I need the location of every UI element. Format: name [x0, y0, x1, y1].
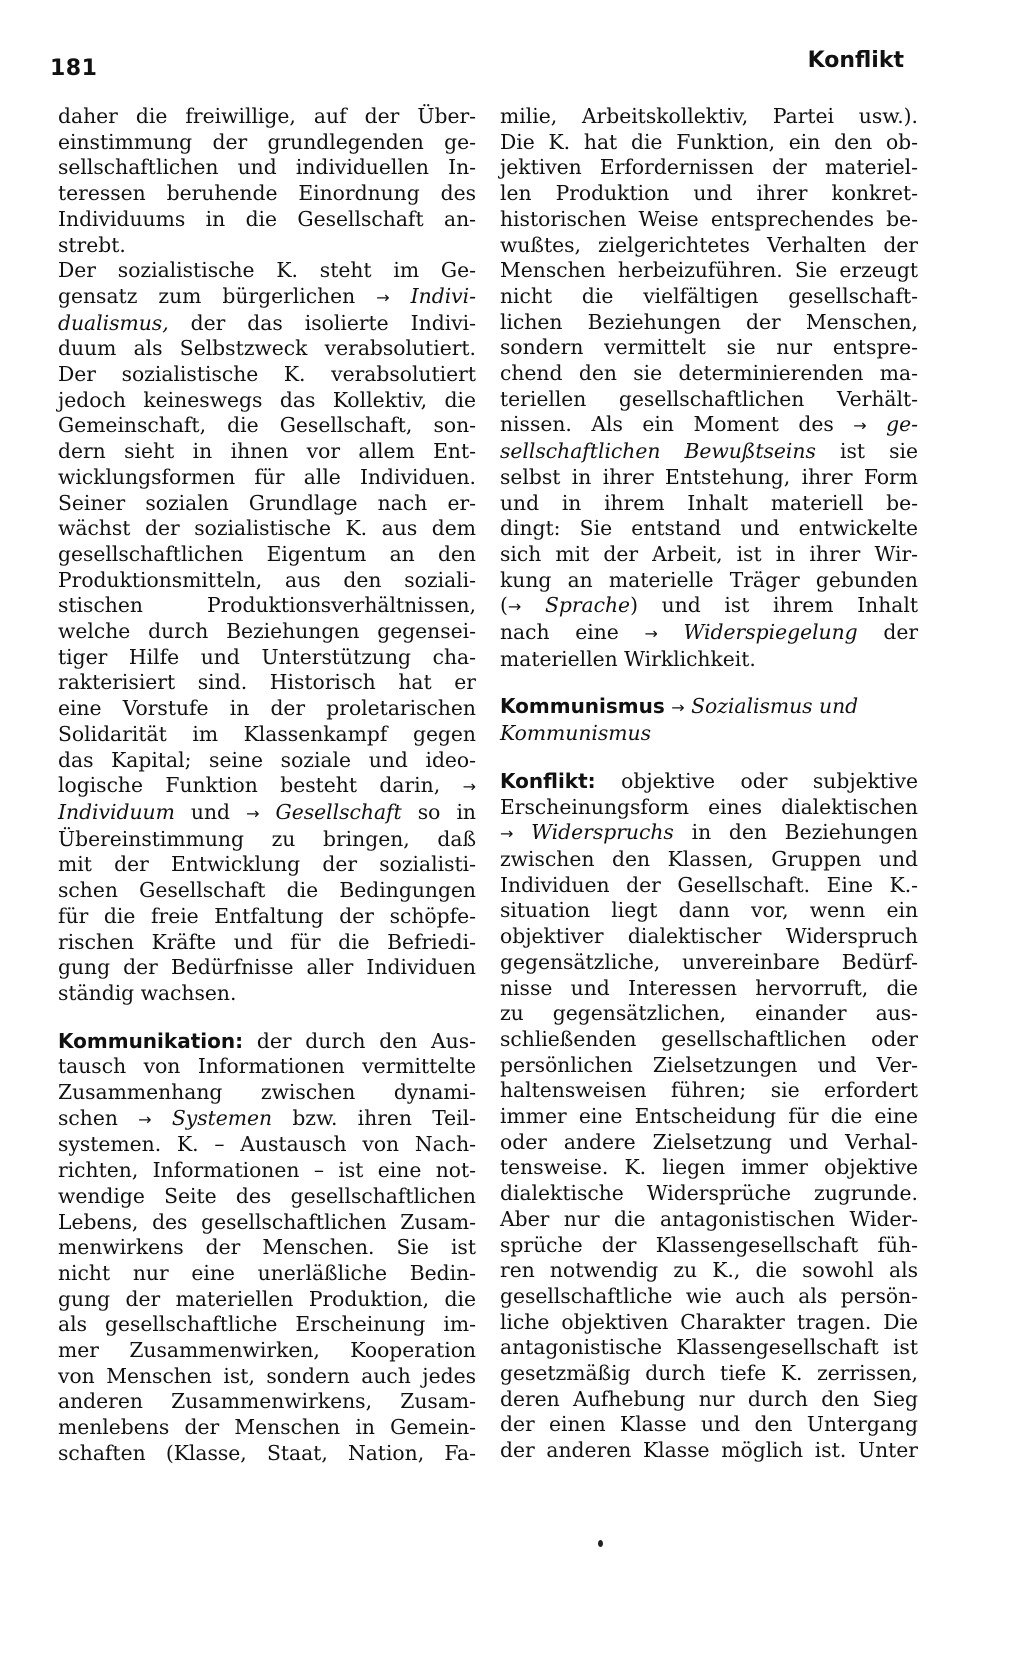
text-line: welche durch Beziehungen gegensei- — [58, 619, 476, 644]
text-line: selbst in ihrer Entstehung, ihrer Form — [500, 464, 918, 489]
text-line: als gesellschaftliche Erscheinung im- — [58, 1312, 476, 1337]
text-span: gensatz zum bürgerlichen — [58, 283, 356, 308]
text-span: ist sie — [839, 439, 918, 464]
cross-reference: Systemen — [171, 1105, 273, 1130]
text-span: der durch den Aus- — [256, 1028, 476, 1053]
text-line — [58, 800, 476, 827]
text-line: Solidarität im Klassenkampf gegen — [58, 721, 476, 746]
cross-reference: dualismus, — [58, 310, 169, 335]
text-span: nach eine — [500, 620, 619, 645]
cross-reference: Kommunismus — [500, 721, 652, 746]
cross-reference: Sprache — [544, 593, 631, 618]
entry-konflikt — [500, 769, 918, 1464]
text-line: gesetzmäßig durch tiefe K. zerrissen, — [500, 1361, 918, 1386]
paragraph-kommunikation-cont — [500, 104, 918, 672]
text-span: der das isolierte Indivi- — [190, 310, 476, 335]
entry-kommunikation — [58, 1029, 476, 1467]
text-line: chend den sie determinierenden ma- — [500, 361, 918, 386]
text-line: milie, Arbeitskollektiv, Partei usw.). — [500, 104, 918, 128]
text-line: Seiner sozialen Grundlage nach er- — [58, 490, 476, 515]
text-line: liche objektiven Charakter tragen. Die — [500, 1309, 918, 1334]
text-span: und — [190, 799, 230, 824]
text-line: nisse und Interessen hervorruft, die — [500, 975, 918, 1000]
text-line: daher die freiwillige, auf der Über- — [58, 104, 476, 128]
text-line: (→ Sprache) und ist ihrem Inhalt — [500, 593, 919, 618]
text-line: teressen beruhende Einordnung des — [58, 181, 476, 206]
text-line: schließenden gesellschaftlichen oder — [500, 1026, 918, 1051]
text-line: dialektische Widersprüche zugrunde. — [500, 1181, 918, 1206]
text-line: strebt. — [58, 232, 126, 257]
paragraph-sozialistischer-k — [58, 258, 476, 1006]
text-line: rakterisiert sind. Historisch hat er — [58, 670, 476, 695]
text-line: duum als Selbstzweck verabsolutiert. — [58, 336, 476, 361]
text-line: mit der Entwicklung der sozialisti- — [58, 852, 476, 877]
text-line: immer eine Entscheidung für die eine — [500, 1104, 918, 1129]
text-line: historischen Weise entsprechendes be- — [500, 206, 918, 231]
text-line — [500, 820, 918, 847]
text-line: nicht nur eine unerläßliche Bedin- — [58, 1260, 476, 1285]
text-line: sellschaftlichen und individuellen In- — [58, 155, 476, 180]
text-span: der — [883, 620, 919, 645]
text-line: mer Zusammenwirken, Kooperation — [58, 1338, 476, 1363]
text-line — [58, 311, 476, 337]
cross-reference: Widerspruchs — [531, 820, 674, 845]
right-column — [500, 104, 918, 1464]
text-line: zwischen den Klassen, Gruppen und — [500, 846, 918, 871]
arrow-icon: → — [507, 597, 522, 617]
text-line: Die K. hat die Funktion, ein den ob- — [500, 129, 918, 154]
text-line: menwirkens der Menschen. Sie ist — [58, 1235, 476, 1260]
text-line: haltensweisen führen; sie erfordert — [500, 1078, 918, 1103]
text-line: für die freie Entfaltung der schöpfe- — [58, 903, 476, 928]
text-line: tausch von Informationen vermittelte — [58, 1054, 476, 1079]
text-line: einstimmung der grundlegenden ge- — [58, 129, 476, 154]
text-line: Individuen der Gesellschaft. Eine K.- — [500, 872, 918, 897]
text-span: schen — [58, 1105, 118, 1130]
arrow-icon: → — [246, 803, 260, 823]
text-line: Individuums in die Gesellschaft an- — [58, 206, 476, 231]
text-line: Übereinstimmung zu bringen, daß — [58, 826, 476, 851]
text-line: ren notwendig zu K., die sowohl als — [500, 1258, 918, 1283]
text-line: antagonistische Klassengesellschaft ist — [500, 1335, 918, 1360]
text-line: dern sieht in ihnen vor allem Ent- — [58, 439, 476, 464]
text-line — [500, 721, 918, 747]
text-line: gung der materiellen Produktion, die — [58, 1286, 476, 1311]
text-span: bzw. ihren Teil- — [292, 1105, 476, 1130]
text-line: tensweise. K. liegen immer objektive — [500, 1155, 918, 1180]
arrow-icon: → — [671, 698, 685, 718]
text-line: der einen Klasse und den Untergang — [500, 1412, 918, 1437]
arrow-icon: → — [376, 287, 390, 307]
text-line: teriellen gesellschaftlichen Verhält- — [500, 386, 918, 411]
text-line: Der sozialistische K. steht im Ge- — [58, 258, 476, 283]
page-mark — [598, 1540, 603, 1547]
arrow-icon: → — [644, 624, 658, 644]
cross-reference: Sozialismus und — [691, 694, 859, 719]
text-line: oder andere Zielsetzung und Verhal- — [500, 1129, 918, 1154]
running-head: Konflikt — [807, 48, 904, 73]
text-line — [58, 1106, 476, 1133]
text-line: Menschen herbeizuführen. Sie erzeugt — [500, 258, 918, 283]
text-line: wußtes, zielgerichtetes Verhalten der — [500, 232, 918, 257]
text-line: len Produktion und ihrer konkret- — [500, 181, 918, 206]
text-line: von Menschen ist, sondern auch jedes — [58, 1363, 476, 1388]
text-line: deren Aufhebung nur durch den Sieg — [500, 1386, 918, 1411]
text-line: schaften (Klasse, Staat, Nation, Fa- — [58, 1440, 476, 1465]
text-span: logische Funktion besteht darin, — [58, 773, 441, 798]
text-line — [500, 694, 918, 721]
text-line: schen Gesellschaft die Bedingungen — [58, 878, 476, 903]
text-line: objektiver dialektischer Widerspruch — [500, 924, 918, 949]
cross-reference: Gesellschaft — [275, 799, 402, 824]
entry-term: Kommunikation: — [58, 1028, 244, 1053]
text-line: Aber nur die antagonistischen Wider- — [500, 1206, 918, 1231]
text-line: Gemeinschaft, die Gesellschaft, son- — [58, 413, 476, 438]
text-line: materiellen Wirklichkeit. — [500, 646, 756, 671]
text-line: persönlichen Zielsetzungen und Ver- — [500, 1052, 918, 1077]
text-line: zu gegensätzlichen, einander aus- — [500, 1001, 918, 1026]
text-line — [500, 439, 918, 465]
text-line: und in ihrem Inhalt materiell be- — [500, 490, 918, 515]
text-line: dingt: Sie entstand und entwickelte — [500, 516, 918, 541]
text-span: objektive oder subjektive — [621, 768, 918, 793]
text-line — [58, 773, 476, 800]
arrow-icon: → — [138, 1109, 152, 1129]
text-span: und ist ihrem Inhalt — [661, 593, 919, 618]
entry-kommunismus — [500, 694, 918, 746]
text-span: nissen. Als ein Moment des — [500, 412, 834, 437]
text-line — [58, 1029, 476, 1055]
text-line: wendige Seite des gesellschaftlichen — [58, 1183, 476, 1208]
page-number: 181 — [50, 56, 98, 81]
text-line: wächst der sozialistische K. aus dem — [58, 516, 476, 541]
text-line — [500, 620, 918, 647]
paragraph-continuation — [58, 104, 476, 258]
text-span: in den Beziehungen — [691, 820, 918, 845]
text-line — [500, 412, 918, 439]
text-line: das Kapital; seine soziale und ideo- — [58, 747, 476, 772]
text-line: Lebens, des gesellschaftlichen Zusam- — [58, 1209, 476, 1234]
text-line — [500, 769, 918, 795]
text-line: der anderen Klasse möglich ist. Unter — [500, 1438, 918, 1463]
text-line: sondern vermittelt sie nur entspre- — [500, 335, 918, 360]
text-line: Der sozialistische K. verabsolutiert — [58, 362, 476, 387]
text-line: menlebens der Menschen in Gemein- — [58, 1415, 476, 1440]
text-line: stischen Produktionsverhältnissen, — [58, 593, 476, 618]
text-line: Produktionsmitteln, aus den soziali- — [58, 567, 476, 592]
text-line: situation liegt dann vor, wenn ein — [500, 898, 918, 923]
entry-term: Kommunismus — [500, 694, 665, 719]
text-line: eine Vorstufe in der proletarischen — [58, 696, 476, 721]
text-line: gegensätzliche, unvereinbare Bedürf- — [500, 949, 918, 974]
text-line: wicklungsformen für alle Individuen. — [58, 464, 476, 489]
text-line: Erscheinungsform eines dialektischen — [500, 794, 918, 819]
text-line: sich mit der Arbeit, ist in ihrer Wir- — [500, 541, 918, 566]
text-line: gesellschaftlichen Eigentum an den — [58, 541, 476, 566]
text-line: sprüche der Klassengesellschaft füh- — [500, 1232, 918, 1257]
text-line: systemen. K. – Austausch von Nach- — [58, 1132, 476, 1157]
cross-reference: sellschaftlichen Bewußtseins — [500, 439, 816, 464]
text-line — [58, 284, 476, 311]
text-line: richten, Informationen – ist eine not- — [58, 1158, 476, 1183]
text-line: lichen Beziehungen der Menschen, — [500, 309, 918, 334]
text-line: tiger Hilfe und Unterstützung cha- — [58, 644, 476, 669]
arrow-icon: → — [853, 416, 867, 436]
cross-reference: ge- — [886, 412, 918, 437]
arrow-icon: → — [500, 824, 514, 844]
text-line: nicht die vielfältigen gesellschaft- — [500, 283, 918, 308]
text-line: rischen Kräfte und für die Befriedi- — [58, 929, 476, 954]
text-line: gesellschaftliche wie auch als persön- — [500, 1283, 918, 1308]
text-line: gung der Bedürfnisse aller Individuen — [58, 955, 476, 980]
text-line: Zusammenhang zwischen dynami- — [58, 1080, 476, 1105]
text-span: so in — [417, 799, 476, 824]
cross-reference: Indivi- — [410, 283, 476, 308]
text-line: anderen Zusammenwirkens, Zusam- — [58, 1389, 476, 1414]
text-line: kung an materielle Träger gebunden — [500, 567, 918, 592]
cross-reference: Individuum — [58, 799, 175, 824]
left-column — [58, 104, 476, 1467]
cross-reference: Widerspiegelung — [683, 620, 858, 645]
text-line: ständig wachsen. — [58, 980, 237, 1005]
arrow-icon: → — [462, 777, 476, 797]
text-line: jektiven Erfordernissen der materiel- — [500, 155, 918, 180]
text-line: jedoch keineswegs das Kollektiv, die — [58, 387, 476, 412]
entry-term: Konflikt: — [500, 768, 596, 793]
